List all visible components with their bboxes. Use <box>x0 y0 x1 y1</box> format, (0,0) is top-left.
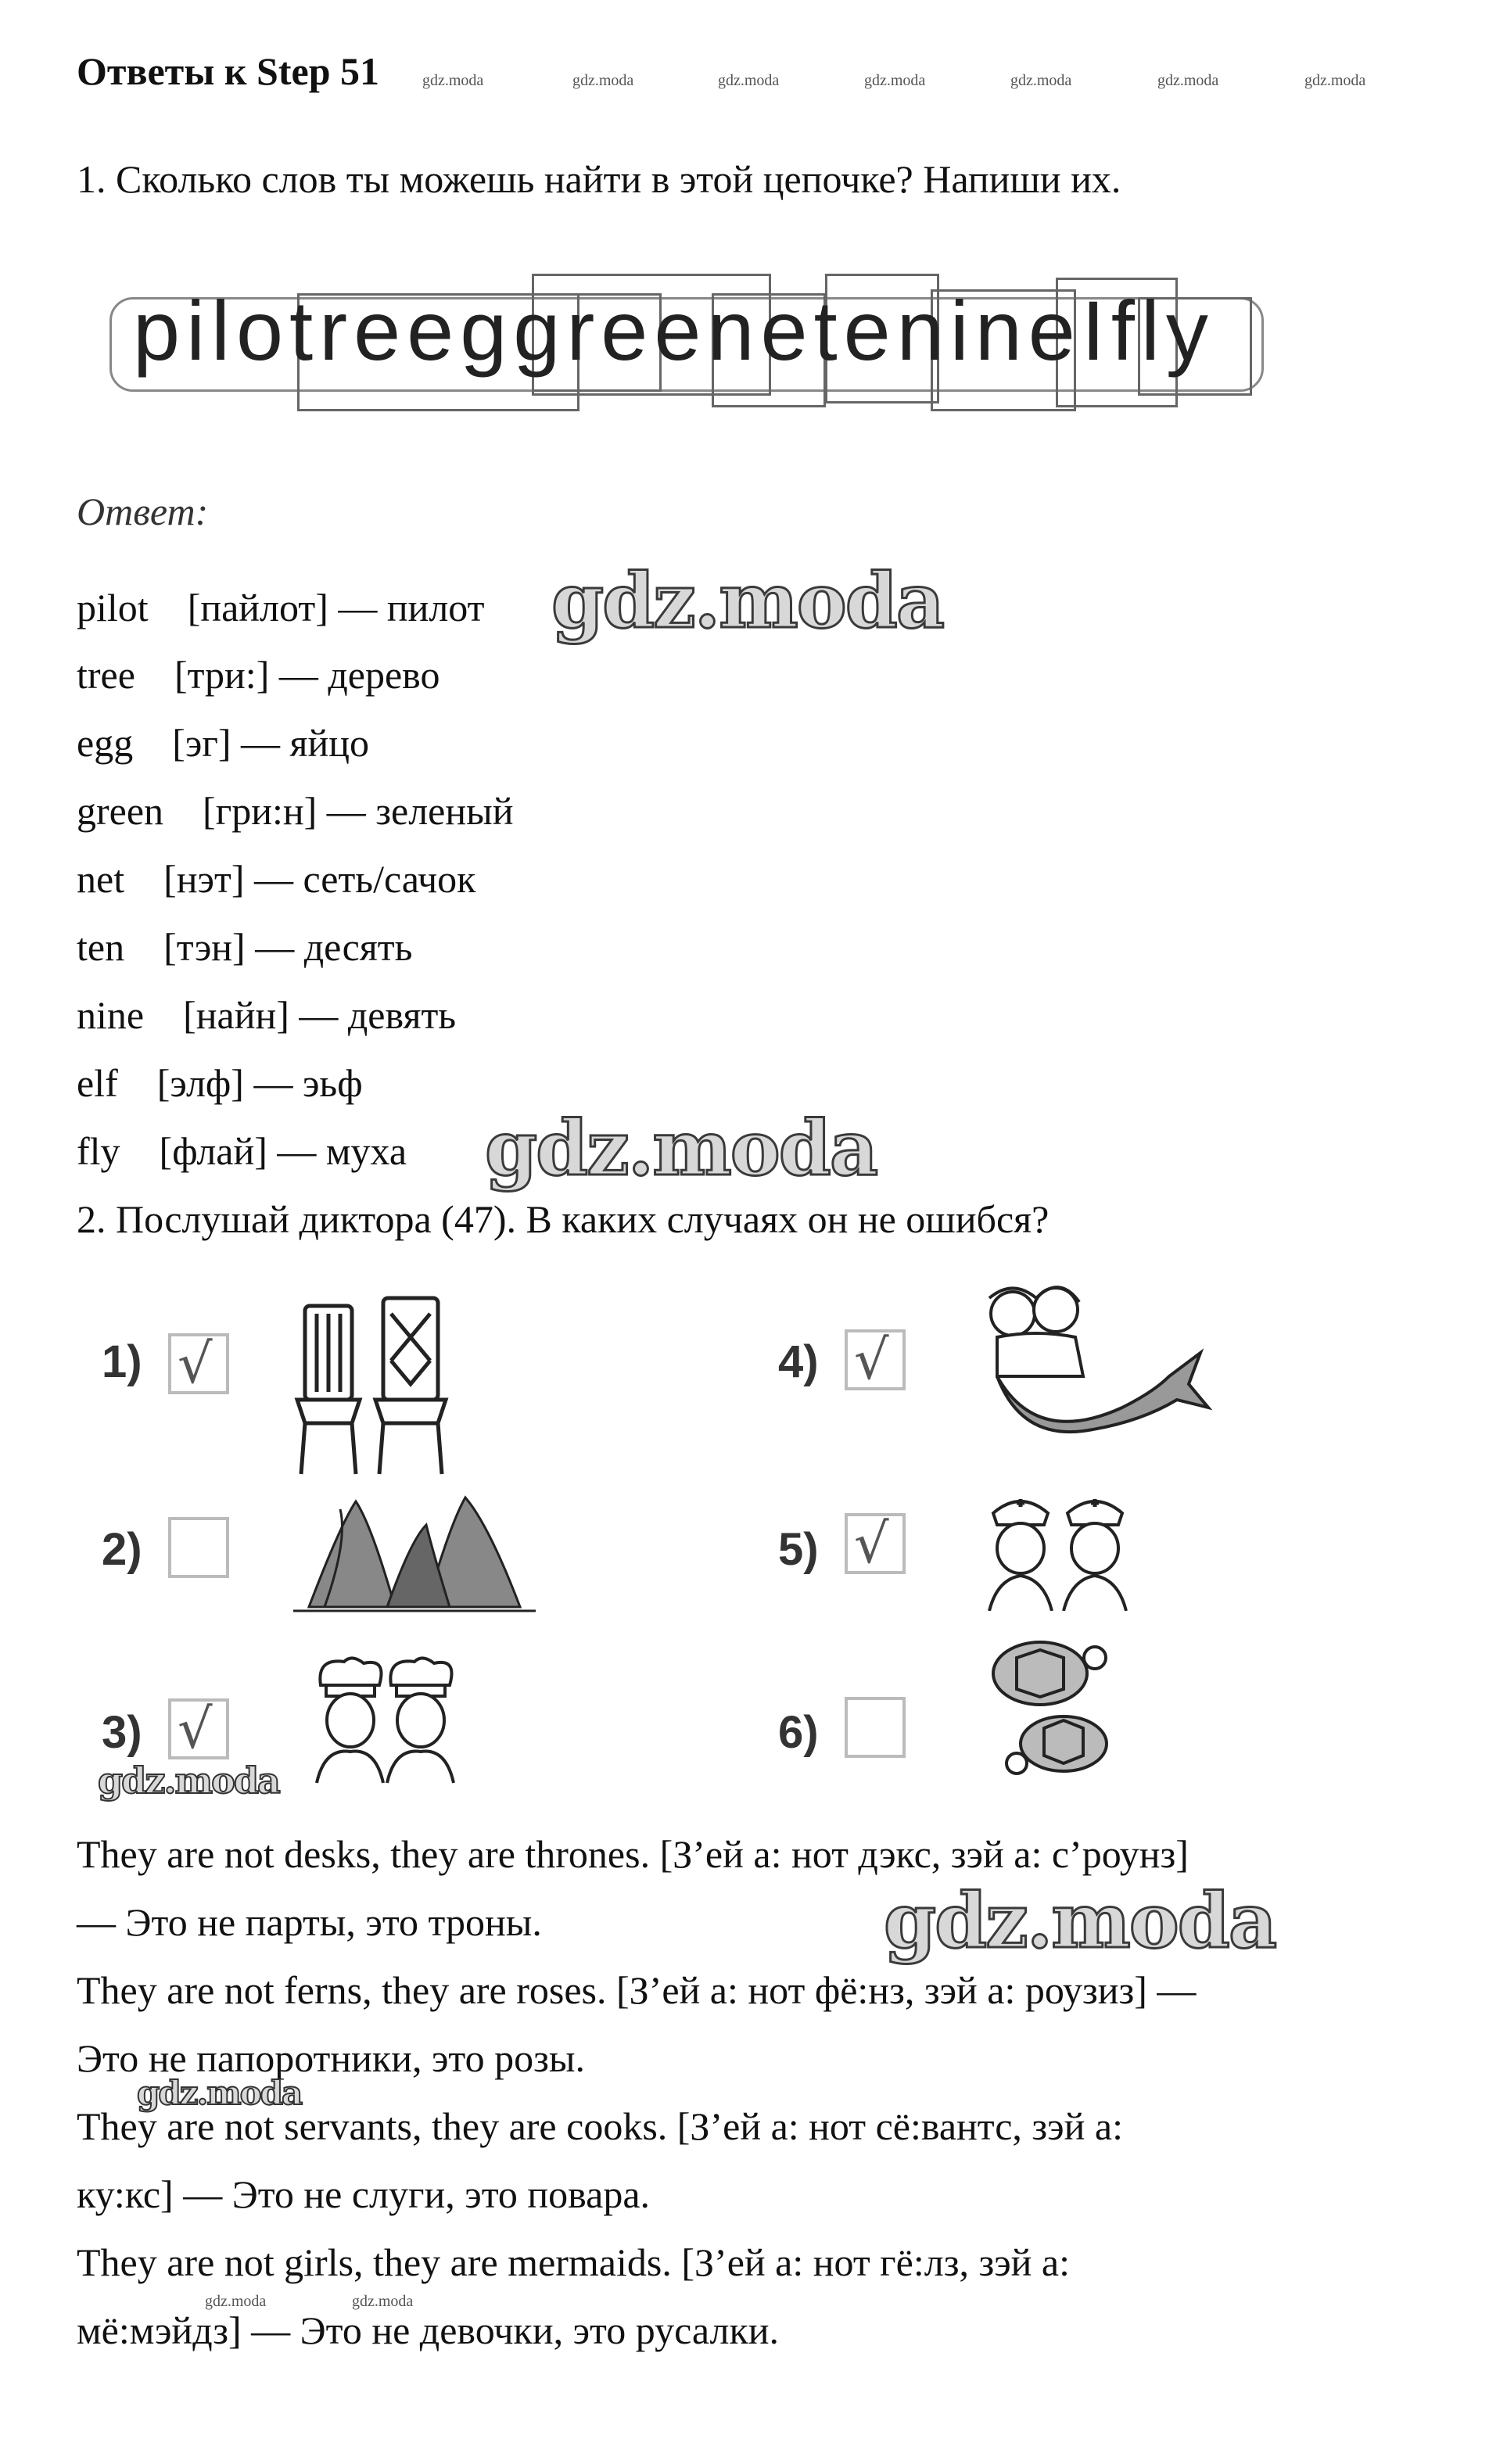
item-number: 2) <box>102 1524 142 1575</box>
checkbox <box>168 1698 229 1759</box>
word-rest: [три:] — дерево <box>174 653 440 697</box>
task1-question: 1. Сколько слов ты можешь найти в этой цепочке? Напиши их. <box>77 157 1121 201</box>
word-rest: [гри:н] — зеленый <box>203 789 514 833</box>
word-row <box>77 924 412 970</box>
watermark-small: gdz.moda <box>205 2293 267 2310</box>
chain-text: pilotreeggreenetenineIfly <box>133 283 1215 378</box>
answer-label: Ответ: <box>77 490 209 533</box>
sentence-line: ку:кс] — Это не слуги, это повара. <box>77 2172 651 2216</box>
word-row <box>77 788 513 834</box>
watermark-small: gdz.moda <box>422 72 484 89</box>
watermark-small: gdz.moda <box>1304 72 1366 89</box>
word-rest: [флай] — муха <box>159 1129 407 1173</box>
word-row <box>77 1060 363 1106</box>
word-en: elf <box>77 1061 118 1105</box>
word-en: ten <box>77 925 125 969</box>
check-mark: √ <box>178 1332 213 1396</box>
checkbox <box>845 1329 906 1390</box>
word-en: pilot <box>77 586 149 629</box>
page-title: Ответы к Step 51 <box>77 49 380 93</box>
sentence-line: — Это не парты, это троны. <box>77 1900 542 1944</box>
check-mark: √ <box>854 1328 889 1392</box>
watermark-big: gdz.moda <box>884 1877 1276 1965</box>
word-chain <box>109 274 1267 407</box>
mermaids-icon <box>966 1282 1216 1447</box>
checkbox <box>168 1517 229 1578</box>
sentence-line: мё:мэйдз] — Это не девочки, это русалки. <box>77 2308 780 2352</box>
word-row <box>77 652 440 698</box>
word-row <box>77 1128 407 1174</box>
check-mark: √ <box>178 1697 213 1761</box>
check-mark: √ <box>854 1512 889 1576</box>
word-row <box>77 992 456 1038</box>
word-row <box>77 720 369 766</box>
watermark-big: gdz.moda <box>137 2074 302 2112</box>
item-number: 1) <box>102 1336 142 1387</box>
watermark-small: gdz.moda <box>864 72 926 89</box>
watermark-small: gdz.moda <box>572 72 634 89</box>
word-en: nine <box>77 993 145 1037</box>
watermark-big: gdz.moda <box>98 1759 279 1802</box>
word-row <box>77 585 485 630</box>
watermark-small: gdz.moda <box>718 72 780 89</box>
word-en: tree <box>77 653 135 697</box>
nurses-icon <box>981 1486 1138 1611</box>
word-rest: [пайлот] — пилот <box>187 586 485 629</box>
cooks-icon <box>309 1654 465 1787</box>
word-rest: [эг] — яйцо <box>172 721 369 765</box>
sentence-line: They are not ferns, they are roses. [З’ей а: нот фё:нз, зэй а: роузиз] — <box>77 1968 1197 2012</box>
watermark-big: gdz.moda <box>485 1104 877 1193</box>
checkbox <box>168 1333 229 1394</box>
word-rest: [найн] — девять <box>183 993 457 1037</box>
checkbox <box>845 1513 906 1574</box>
sentence-line: They are not girls, they are mermaids. [З’ей а: нот гё:лз, зэй а: <box>77 2240 1071 2284</box>
word-en: green <box>77 789 164 833</box>
item-number: 4) <box>778 1336 819 1387</box>
sentence-line: They are not desks, they are thrones. [З’ей а: нот дэкс, зэй а: с’роунз] <box>77 1832 1189 1876</box>
watermark-small: gdz.moda <box>1157 72 1219 89</box>
word-rest: [нэт] — сеть/сачок <box>163 857 476 901</box>
watermark-small: gdz.moda <box>352 2293 414 2310</box>
task2-question: 2. Послушай диктора (47). В каких случаях он не ошибся? <box>77 1197 1050 1241</box>
item-number: 6) <box>778 1707 819 1758</box>
word-en: fly <box>77 1129 120 1173</box>
word-rest: [тэн] — десять <box>163 925 413 969</box>
sentence-line: They are not servants, they are cooks. [З’ей а: нот сё:вантс, зэй а: <box>77 2104 1123 2148</box>
turtles-icon <box>978 1627 1134 1783</box>
word-row <box>77 856 475 902</box>
ferns-icon <box>293 1494 536 1619</box>
checkbox <box>845 1697 906 1758</box>
item-number: 3) <box>102 1707 142 1758</box>
watermark-big: gdz.moda <box>551 557 944 645</box>
word-en: net <box>77 857 125 901</box>
chairs-icon <box>289 1290 461 1478</box>
sentence-line: Это не папоротники, это розы. <box>77 2036 585 2080</box>
watermark-small: gdz.moda <box>1010 72 1072 89</box>
word-rest: [элф] — эьф <box>156 1061 363 1105</box>
item-number: 5) <box>778 1524 819 1575</box>
word-en: egg <box>77 721 134 765</box>
